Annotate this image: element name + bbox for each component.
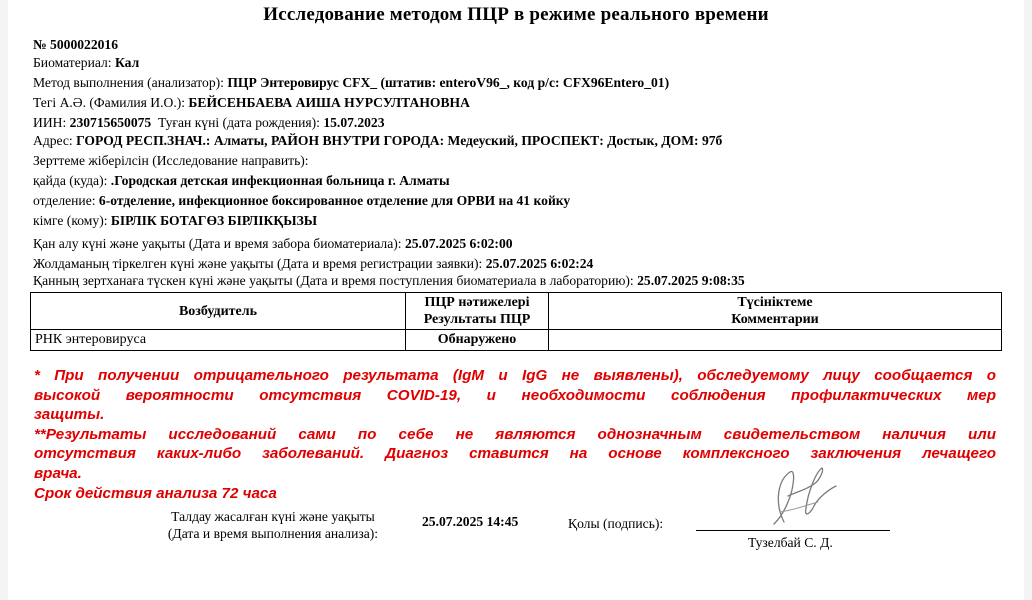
note-line: * При получении отрицательного результата (IgM и IgG не выявлены), обследуемому лицу сообщается о [34,367,996,384]
lab-receipt-time-line: Қанның зертханаға түскен күні және уақыты (Дата и время поступления биоматериала в лабораторию): 25.07.2025 9:08:35 [33,273,745,288]
order-number: № 5000022016 [33,37,119,52]
results-table [30,292,1002,351]
note-line: отсутствия каких-либо заболеваний. Диагноз ставится на основе комплексного заключения лечащего [34,445,996,463]
address-line: Адрес: ГОРОД РЕСП.ЗНАЧ.: Алматы, РАЙОН ВНУТРИ ГОРОДА: Медеуский, ПРОСПЕКТ: Достык, ДОМ: 97б [33,133,723,148]
table-row [31,330,1002,351]
signature-label: Қолы (подпись): [568,516,664,531]
header-comments: Түсініктеме Комментарии [549,293,1002,330]
referral-line: Зерттеме жіберілсін (Исследование направить): [33,153,309,168]
registration-time-line: Жолдаманың тіркелген күні және уақыты (Дата и время регистрации заявки): 25.07.2025 6:02:24 [33,256,594,271]
signature-line [696,530,890,531]
header-pathogen: Возбудитель [31,293,406,330]
table-header-row [31,293,1002,330]
note-line: **Результаты исследований сами по себе не являются однозначным свидетельством наличия или [34,425,996,443]
document-page [8,0,1024,600]
analysis-date: 25.07.2025 14:45 [422,514,519,529]
document-title: Исследование методом ПЦР в режиме реального времени [263,4,769,25]
header-result: ПЦР нәтижелері Результаты ПЦР [406,293,549,330]
patient-name-line: Тегі А.Ә. (Фамилия И.О.): БЕЙСЕНБАЕВА АИША НУРСУЛТАНОВНА [33,95,470,110]
analysis-date-label: Талдау жасалған күні және уақыты (Дата и время выполнения анализа): [167,509,379,541]
cell-comment [549,330,1002,351]
signer-name: Тузелбай С. Д. [748,535,833,550]
cell-result: Обнаружено [406,330,549,351]
department-line: отделение: 6-отделение, инфекционное боксированное отделение для ОРВИ на 41 койку [33,193,571,208]
where-line: қайда (куда): .Городская детская инфекционная больница г. Алматы [33,173,450,188]
note-line: высокой вероятности отсутствия COVID-19, и необходимости соблюдения профилактических мер [34,386,996,404]
collection-time-line: Қан алу күні және уақыты (Дата и время забора биоматериала): 25.07.2025 6:02:00 [33,236,513,251]
note-line: защиты. [34,406,105,424]
note-line: врача. [34,464,82,482]
signature-image [744,462,854,534]
biomaterial-line: Биоматериал: Кал [33,55,140,70]
recipient-line: кімге (кому): БІРЛІК БОТАГӨЗ БІРЛІКҚЫЗЫ [33,213,318,228]
cell-pathogen: РНК энтеровируса [31,330,406,351]
validity-note: Срок действия анализа 72 часа [34,484,277,502]
iin-line: ИИН: 230715650075 Туған күні (дата рождения): 15.07.2023 [33,115,385,130]
method-line: Метод выполнения (анализатор): ПЦР Энтеровирус CFX_ (штатив: enteroV96_, код р/с: CFX96Entero_01) [33,75,670,90]
